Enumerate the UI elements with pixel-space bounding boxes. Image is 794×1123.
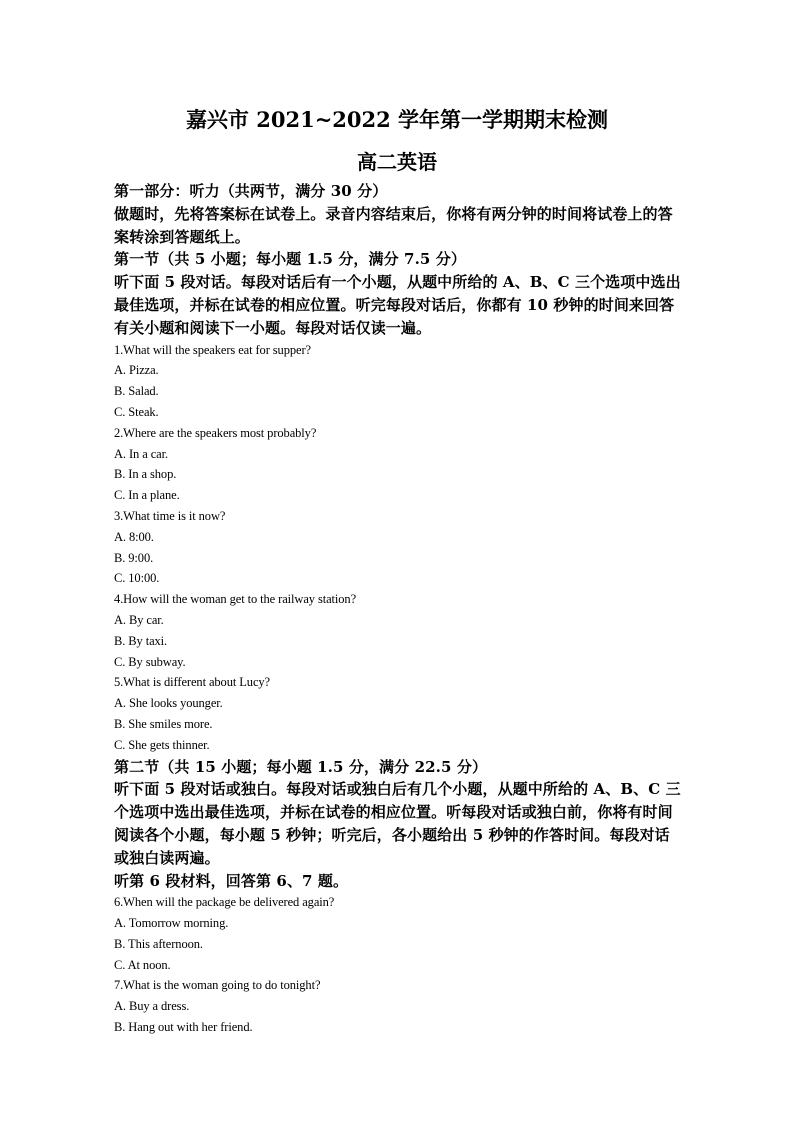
question-4-option-b: B. By taxi.: [114, 633, 168, 648]
question-2-option-a: A. In a car.: [114, 446, 168, 461]
question-5: 5.What is different about Lucy?: [114, 675, 270, 690]
section1-instruction: 听下面 5 段对话。每段对话后有一个小题，从题中所给的 A、B、C 三个选项中选出最佳选项，并标在试卷的相应位置。听完每段对话后，你都有 10 秒钟的时间来回答有关小题和阅读下一小题。每段对话仅读一遍。: [114, 273, 681, 337]
question-6-option-c: C. At noon.: [114, 957, 171, 972]
question-4-option-c: C. By subway.: [114, 654, 186, 669]
question-3-option-b: B. 9:00.: [114, 550, 154, 565]
question-7: 7.What is the woman going to do tonight?: [114, 978, 321, 993]
question-1-option-a: A. Pizza.: [114, 363, 159, 378]
part1-heading: 第一部分：听力（共两节，满分 30 分）: [114, 182, 388, 200]
question-4-option-a: A. By car.: [114, 612, 164, 627]
question-2: 2.Where are the speakers most probably?: [114, 425, 317, 440]
question-5-option-b: B. She smiles more.: [114, 716, 213, 731]
question-5-option-c: C. She gets thinner.: [114, 737, 210, 752]
question-7-option-a: A. Buy a dress.: [114, 999, 190, 1014]
section1-heading: 第一节（共 5 小题；每小题 1.5 分，满分 7.5 分）: [114, 250, 466, 269]
question-5-option-a: A. She looks younger.: [114, 696, 223, 711]
question-3: 3.What time is it now?: [114, 508, 226, 523]
exam-subtitle: 高二英语: [357, 150, 437, 174]
question-4: 4.How will the woman get to the railway station?: [114, 592, 357, 607]
question-2-option-c: C. In a plane.: [114, 488, 180, 503]
question-3-option-a: A. 8:00.: [114, 529, 154, 544]
exam-content: [114, 180, 684, 1038]
section2-instruction: 听下面 5 段对话或独白。每段对话或独白后有几个小题，从题中所给的 A、B、C 三个选项中选出最佳选项，并标在试卷的相应位置。听每段对话或独白前，你将有时间阅读各个小题，每小题 5 秒钟；听完后，各小题给出 5 秒钟的作答时间。每段对话或独白读两遍。: [114, 780, 681, 867]
question-7-option-b: B. Hang out with her friend.: [114, 1020, 253, 1035]
question-6-option-a: A. Tomorrow morning.: [114, 916, 229, 931]
question-1: 1.What will the speakers eat for supper?: [114, 342, 311, 357]
question-1-option-b: B. Salad.: [114, 384, 159, 399]
question-6-option-b: B. This afternoon.: [114, 936, 203, 951]
exam-title: 嘉兴市 2021~2022 学年第一学期期末检测: [185, 107, 609, 132]
question-2-option-b: B. In a shop.: [114, 467, 177, 482]
material-6-heading: 听第 6 段材料，回答第 6、7 题。: [114, 871, 349, 890]
question-3-option-c: C. 10:00.: [114, 571, 160, 586]
section2-heading: 第二节（共 15 小题；每小题 1.5 分，满分 22.5 分）: [114, 757, 488, 776]
question-6: 6.When will the package be delivered again?: [114, 895, 335, 910]
question-1-option-c: C. Steak.: [114, 404, 159, 419]
part1-instruction: 做题时，先将答案标在试卷上。录音内容结束后，你将有两分钟的时间将试卷上的答案转涂到答题纸上。: [114, 204, 673, 246]
